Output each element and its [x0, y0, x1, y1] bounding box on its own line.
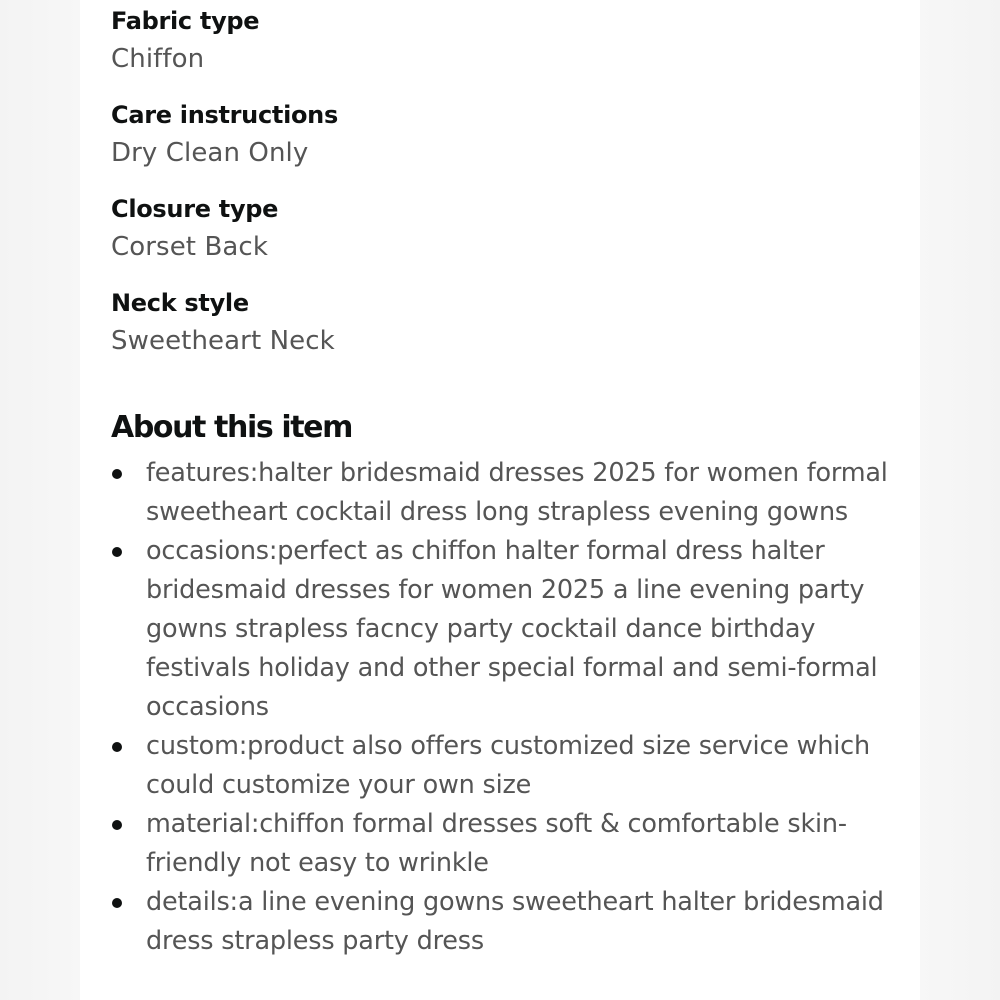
- attribute-neck-style: [111, 287, 911, 363]
- attribute-label: Care instructions: [111, 101, 338, 129]
- attribute-label: Fabric type: [111, 7, 260, 35]
- bullet-text: features:halter bridesmaid dresses 2025 for women formal sweetheart cocktail dress long strapless evening gowns: [146, 458, 888, 527]
- attribute-value: Corset Back: [111, 232, 268, 262]
- about-this-item-heading: About this item: [111, 410, 352, 445]
- bullet-text: material:chiffon formal dresses soft & comfortable skin-friendly not easy to wrinkle: [146, 809, 847, 878]
- list-item: [111, 727, 901, 805]
- bullet-dot-icon: [112, 547, 122, 557]
- bullet-dot-icon: [112, 898, 122, 908]
- bullet-text: occasions:perfect as chiffon halter formal dress halter bridesmaid dresses for women 2025 a line evening party gowns strapless facncy party cocktail dance birthday festivals holiday and other special formal and semi-formal occasions: [146, 536, 878, 722]
- attribute-label: Closure type: [111, 195, 279, 223]
- bullet-dot-icon: [112, 820, 122, 830]
- attribute-label: Neck style: [111, 289, 249, 317]
- list-item: [111, 805, 901, 883]
- attribute-value: Chiffon: [111, 44, 205, 74]
- attribute-closure-type: [111, 193, 911, 269]
- list-item: [111, 883, 901, 961]
- about-bullet-list: [111, 454, 901, 961]
- list-item: [111, 532, 901, 727]
- attribute-value: Dry Clean Only: [111, 138, 309, 168]
- attribute-fabric-type: [111, 5, 911, 81]
- attribute-value: Sweetheart Neck: [111, 326, 335, 356]
- bullet-text: details:a line evening gowns sweetheart halter bridesmaid dress strapless party dress: [146, 887, 884, 956]
- bullet-dot-icon: [112, 742, 122, 752]
- attribute-list: [111, 5, 911, 363]
- list-item: [111, 454, 901, 532]
- bullet-dot-icon: [112, 469, 122, 479]
- attribute-care-instructions: [111, 99, 911, 175]
- bullet-text: custom:product also offers customized size service which could customize your own size: [146, 731, 870, 800]
